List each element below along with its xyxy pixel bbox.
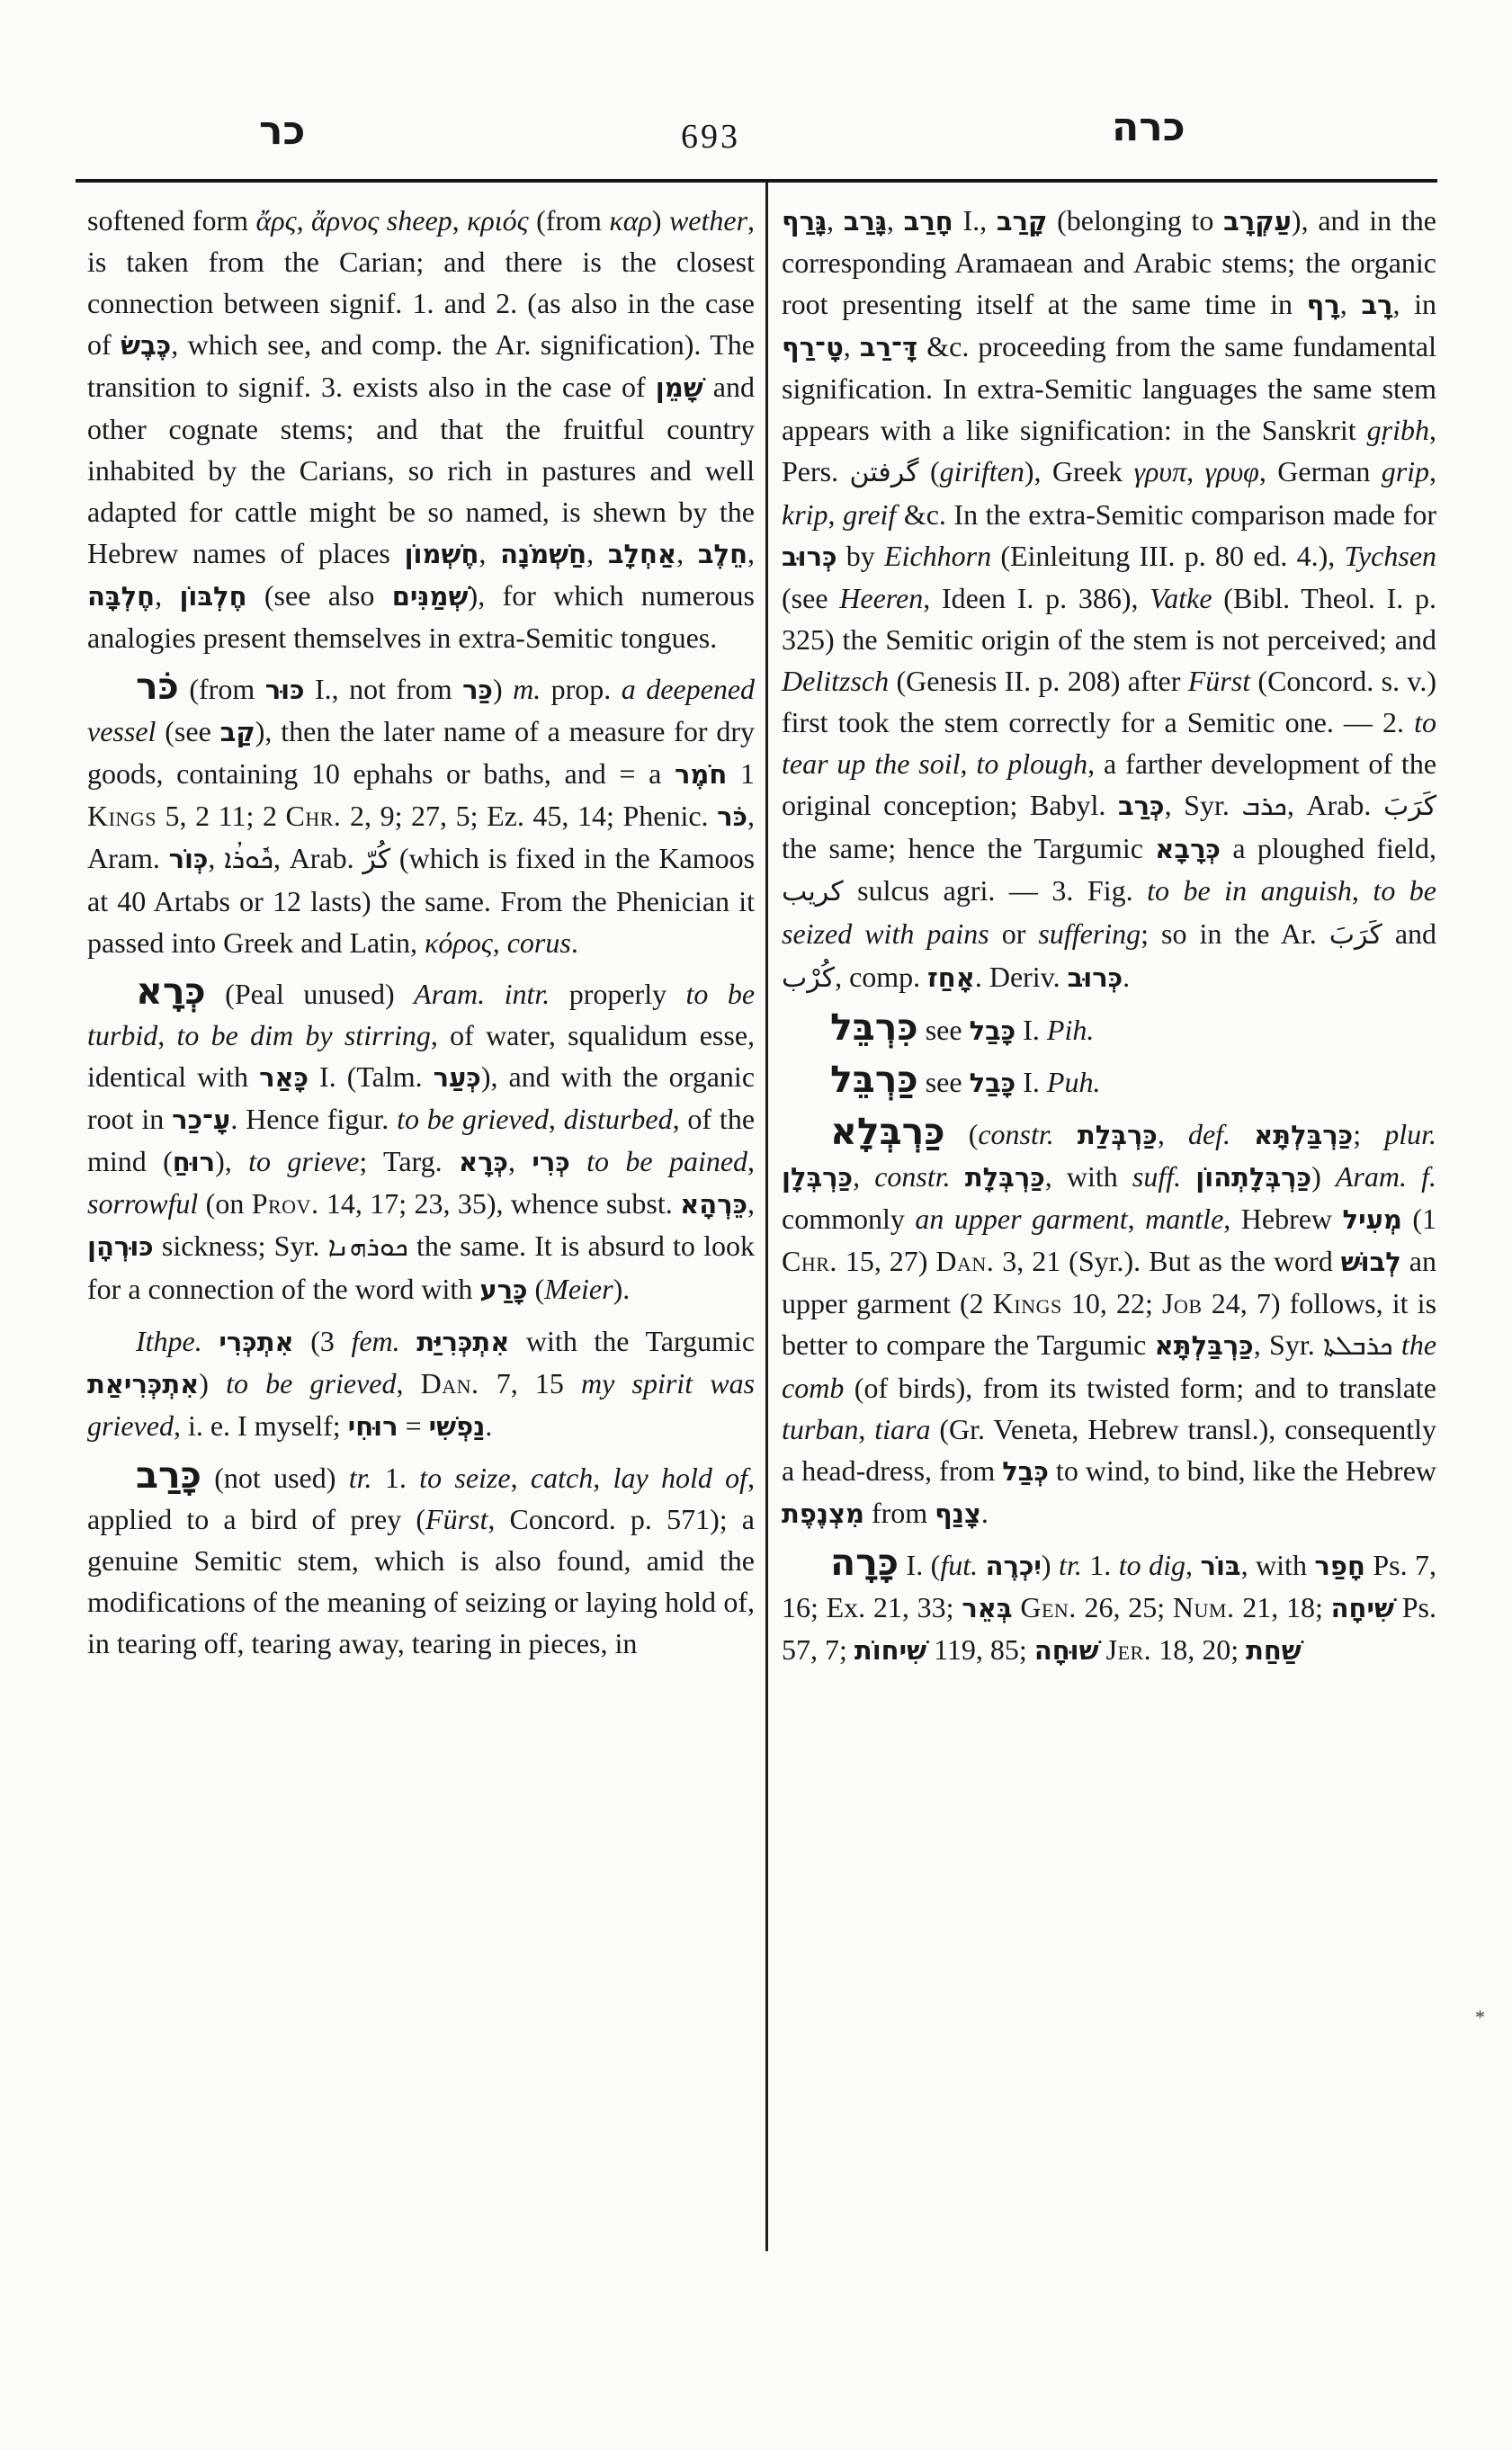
running-head-right-keyword: כרה: [1112, 104, 1185, 150]
left-column: [87, 200, 755, 1664]
paragraph-continuation-karab: גָּרַף, גָּרַב, חָרַב I., קָרַב (belonging to עַקְרָב), and in the corresponding Aramaean and Arabic stems; the organic root presenting itself at the same time in רָף, רָב, in טָ־רַף, דָּ־רַב &c. proceeding from the same fundamental signification. In extra-Semitic languages the same stem appears with a like signification: in the Sanskrit gṛibh, Pers. گرفتن (giriften), Greek γρυπ, γρυφ, German grip, krip, greif &c. In the extra-Semitic comparison made for כְּרוּב by Eichhorn (Einleitung III. p. 80 ed. 4.), Tychsen (see Heeren, Ideen I. p. 386), Vatke (Bibl. Theol. I. p. 325) the Semitic origin of the stem is not perceived; and Delitzsch (Genesis II. p. 208) after Fürst (Concord. s. v.) first took the stem correctly for a Semitic one. — 2. to tear up the soil, to plough, a farther development of the original conception; Babyl. כְּרַב, Syr. ܟܪܒ, Arab. كَرَبَ the same; hence the Targumic כְּרָבָא a ploughed field, كريب sulcus agri. — 3. Fig. to be in anguish, to be seized with pains or suffering; so in the Ar. كَرَبَ and كُرْب, comp. אָחַז. Deriv. כְּרוּב.: [782, 204, 1437, 994]
entry-kirbel: כִּרְבֵּל see כָּבַל I. Pih.: [830, 1006, 1095, 1049]
right-column: [782, 200, 1436, 1671]
entry-kor: כֹּר (from כּוּר I., not from כַּר) m. prop. a deepened vessel (see קַב), then the later name of a measure for dry goods, containing 10 ephahs or baths, and = a חֹמֶר 1 Kings 5, 2 11; 2 Chr. 2, 9; 27, 5; Ez. 45, 14; Phenic. כֹּר, Aram. כְּוֹר, ܟܽܘܪܳܐ, Arab. كُرّ (which is fixed in the Kamoos at 40 Artabs or 12 lasts) the same. From the Phenician it passed into Greek and Latin, κόρος, corus.: [87, 665, 756, 959]
entry-karbela: כַּרְבְּלָא (constr. כַּרְבְּלַת, def. כַּרְבַּלְתָּא; plur. כַּרְבְּלָן, constr. כַּרְבְּלָת, with suff. כַּרְבְּלָתְהוֹן) Aram. f. commonly an upper garment, mantle, Hebrew מְעִיל (1 Chr. 15, 27) Dan. 3, 21 (Syr.). But as the word לְבוּשׁ an upper garment (2 Kings 10, 22; Job 24, 7) follows, it is better to compare the Targumic כַּרְבַּלְתָּא, Syr. ܟܪܒܠܬܐ the comb (of birds), from its twisted form; and to translate turban, tiara (Gr. Veneta, Hebrew transl.), consequently a head-dress, from כְּבַל to wind, to bind, like the Hebrew מִצְנֶפֶת from צָנַף.: [782, 1110, 1437, 1529]
margin-stray-mark: *: [1475, 2006, 1485, 2028]
paragraph-ithpe: Ithpe. אִתְכְּרִי (3 fem. אִתְכְּרִיַּת with the Targumic אִתְכְּרִיאַת) to be grieved, Dan. 7, 15 my spirit was grieved, i. e. I myself; רוּחִי = נַפְשִׁי.: [87, 1325, 756, 1442]
running-head-left-keyword: כר: [259, 108, 306, 154]
entry-karbel: כַּרְבֵּל see כָּבַל I. Puh.: [830, 1058, 1101, 1101]
header-rule: [76, 179, 1437, 183]
entry-kera: כְּרָא (Peal unused) Aram. intr. properly to be turbid, to be dim by stirring, of water, squalidum esse, identical with כָּאַר I. (Talm. כְּעַר), and with the organic root in עָ־כַר. Hence figur. to be grieved, disturbed, of the mind (רוּחַ), to grieve; Targ. כְּרָא, כְּרִי to be pained, sorrowful (on Prov. 14, 17; 23, 35), whence subst. כֵּרְהָא, כּוּרְהָן sickness; Syr. ܟܘܪܗܢܐ the same. It is absurd to look for a connection of the word with כָּרַע (Meier).: [87, 970, 756, 1305]
entry-karab: כָּרַב (not used) tr. 1. to seize, catch, lay hold of, applied to a bird of prey (Fürst, Concord. p. 571); a genuine Semitic stem, which is also found, amid the modifications of the meaning of seizing or laying hold of, in tearing off, tearing away, tearing in pieces, in: [87, 1453, 756, 1659]
paragraph-continuation-kar: softened form ἄρς, ἄρνος sheep, κριός (from καρ) wether, is taken from the Carian; and there is the closest connection between signif. 1. and 2. (as also in the case of כֶּבֶשׂ, which see, and comp. the Ar. signification). The transition to signif. 3. exists also in the case of שָׁמֵן and other cognate stems; and that the fruitful country inhabited by the Carians, so rich in pastures and well adapted for cattle might be so named, is shewn by the Hebrew names of places חֶשְׁמוֹן, חַשְׁמֹנָה, אַחְלָב, חֵלֶב, חֶלְבָּה, חֶלְבּוֹן (see also שְׁמַנִּים), for which numerous analogies present themselves in extra-Semitic tongues.: [87, 204, 756, 654]
page-number: 693: [681, 118, 740, 156]
column-divider-rule: [765, 183, 768, 2251]
entry-karah: כָּרָה I. (fut. יִכְרֶה) tr. 1. to dig, בּוֹר, with חָפַר Ps. 7, 16; Ex. 21, 33; בְּאֵר Gen. 26, 25; Num. 21, 18; שִׁיחָה Ps. 57, 7; שִׁיחוֹת 119, 85; שׁוּחָה Jer. 18, 20; שַׁחַת: [782, 1541, 1437, 1666]
